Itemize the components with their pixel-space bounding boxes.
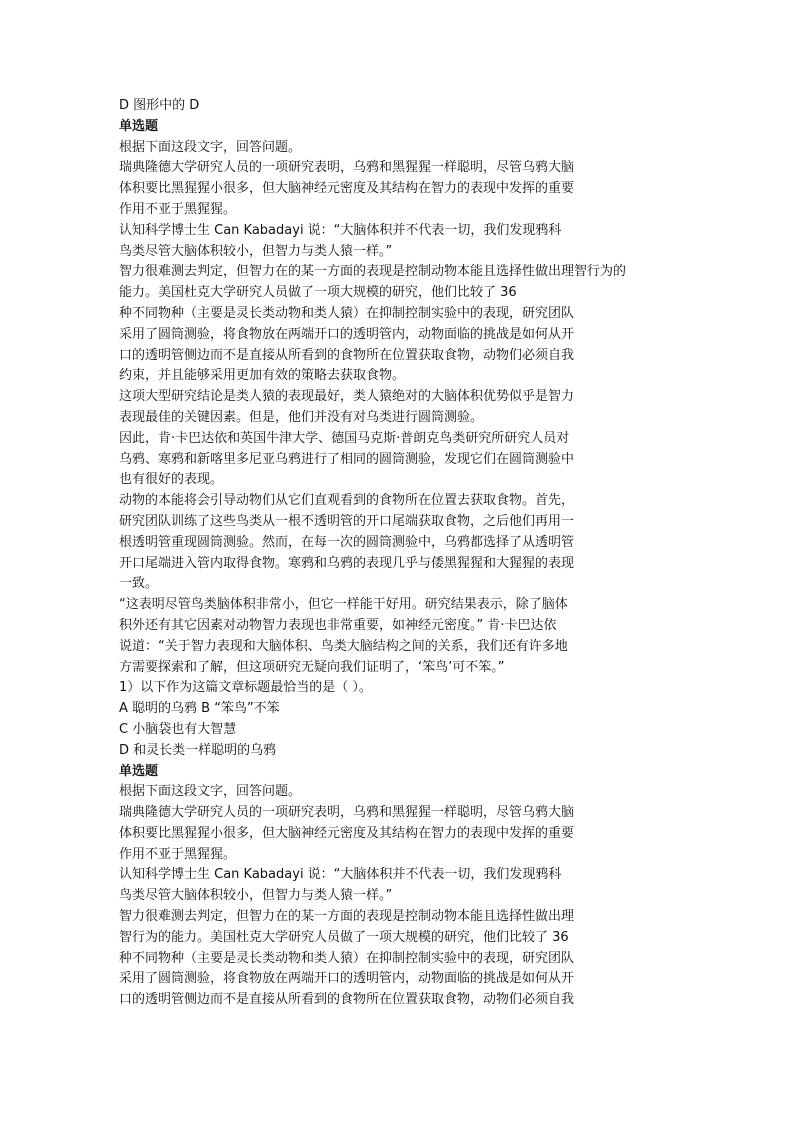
section-heading: 单选题: [119, 763, 159, 779]
text-line: 体积要比黑猩猩小很多，但大脑神经元密度及其结构在智力的表现中发挥的重要: [119, 825, 575, 841]
text-line: 认知科学博士生 Can Kabadayi 说：“大脑体积并不代表一切，我们发现鸦科: [119, 867, 562, 883]
text-line: 种不同物种（主要是灵长类动物和类人猿）在抑制控制实验中的表现，研究团队: [119, 950, 575, 966]
text-line: 也有很好的表现。: [119, 472, 224, 488]
text-line: 采用了圆筒测验，将食物放在两端开口的透明管内，动物面临的挑战是如何从开: [119, 326, 575, 342]
text-line: 鸟类尽管大脑体积较小，但智力与类人猿一样。”: [119, 888, 393, 904]
text-line: 约束，并且能够采用更加有效的策略去获取食物。: [119, 368, 406, 384]
text-line: 根据下面这段文字，回答问题。: [119, 139, 302, 155]
text-line: D 和灵长类一样聪明的乌鸦: [119, 742, 277, 758]
text-line: 智行为的能力。美国杜克大学研究人员做了一项大规模的研究，他们比较了 36: [119, 929, 569, 945]
text-line: 根据下面这段文字，回答问题。: [119, 784, 302, 800]
text-line: D 图形中的 D: [119, 98, 200, 113]
text-line: C 小脑袋也有大智慧: [119, 721, 237, 737]
text-line: 1）以下作为这篇文章标题最恰当的是（ ）。: [119, 680, 372, 696]
section-heading: 单选题: [119, 118, 159, 134]
text-line: 体积要比黑猩猩小很多，但大脑神经元密度及其结构在智力的表现中发挥的重要: [119, 181, 575, 197]
text-line: 因此，肯·卡巴达依和英国牛津大学、德国马克斯·普朗克鸟类研究所研究人员对: [119, 430, 570, 446]
text-line: 智力很难测去判定，但智力在的某一方面的表现是控制动物本能且选择性做出理智行为的: [119, 264, 627, 280]
text-line: 这项大型研究结论是类人猿的表现最好，类人猿绝对的大脑体积优势似乎是智力: [119, 389, 575, 405]
text-line: 口的透明管侧边而不是直接从所看到的食物所在位置获取食物，动物们必须自我: [119, 992, 575, 1008]
text-line: 瑞典隆德大学研究人员的一项研究表明，乌鸦和黑猩猩一样聪明，尽管乌鸦大脑: [119, 160, 575, 176]
text-line: A 聪明的乌鸦 B “笨鸟”不笨: [119, 701, 280, 717]
text-line: 作用不亚于黑猩猩。: [119, 201, 237, 217]
text-line: 认知科学博士生 Can Kabadayi 说：“大脑体积并不代表一切，我们发现鸦科: [119, 222, 562, 238]
text-line: 作用不亚于黑猩猩。: [119, 846, 237, 862]
text-line: 积外还有其它因素对动物智力表现也非常重要，如神经元密度。” 肯·卡巴达依: [119, 617, 557, 633]
document-page: [119, 96, 679, 1011]
text-line: 开口尾端进入管内取得食物。寒鸦和乌鸦的表现几乎与倭黑猩猩和大猩猩的表现: [119, 555, 575, 571]
text-line: 根透明管重现圆筒测验。然而，在每一次的圆筒测验中，乌鸦都选择了从透明管: [119, 534, 575, 550]
text-line: 能力。美国杜克大学研究人员做了一项大规模的研究，他们比较了 36: [119, 285, 517, 301]
text-line: 鸟类尽管大脑体积较小，但智力与类人猿一样。”: [119, 243, 393, 259]
text-line: 方需要探索和了解，但这项研究无疑向我们证明了，‘笨鸟’可不笨。”: [119, 659, 505, 675]
text-line: “这表明尽管鸟类脑体积非常小，但它一样能干好用。研究结果表示，除了脑体: [119, 597, 568, 613]
text-line: 一致。: [119, 576, 159, 592]
text-line: 采用了圆筒测验，将食物放在两端开口的透明管内，动物面临的挑战是如何从开: [119, 971, 575, 987]
text-line: 乌鸦、寒鸦和新喀里多尼亚乌鸦进行了相同的圆筒测验，发现它们在圆筒测验中: [119, 451, 575, 467]
text-line: 研究团队训练了这些鸟类从一根不透明管的开口尾端获取食物，之后他们再用一: [119, 513, 575, 529]
text-line: 动物的本能将会引导动物们从它们直观看到的食物所在位置去获取食物。首先，: [119, 493, 575, 509]
text-line: 口的透明管侧边而不是直接从所看到的食物所在位置获取食物，动物们必须自我: [119, 347, 575, 363]
text-line: 说道：“关于智力表现和大脑体积、鸟类大脑结构之间的关系，我们还有许多地: [119, 638, 568, 654]
text-line: 智力很难测去判定，但智力在的某一方面的表现是控制动物本能且选择性做出理: [119, 909, 575, 925]
text-line: 表现最佳的关键因素。但是，他们并没有对乌类进行圆筒测验。: [119, 409, 484, 425]
text-line: 瑞典隆德大学研究人员的一项研究表明，乌鸦和黑猩猩一样聪明，尽管乌鸦大脑: [119, 805, 575, 821]
text-line: 种不同物种（主要是灵长类动物和类人猿）在抑制控制实验中的表现，研究团队: [119, 305, 575, 321]
